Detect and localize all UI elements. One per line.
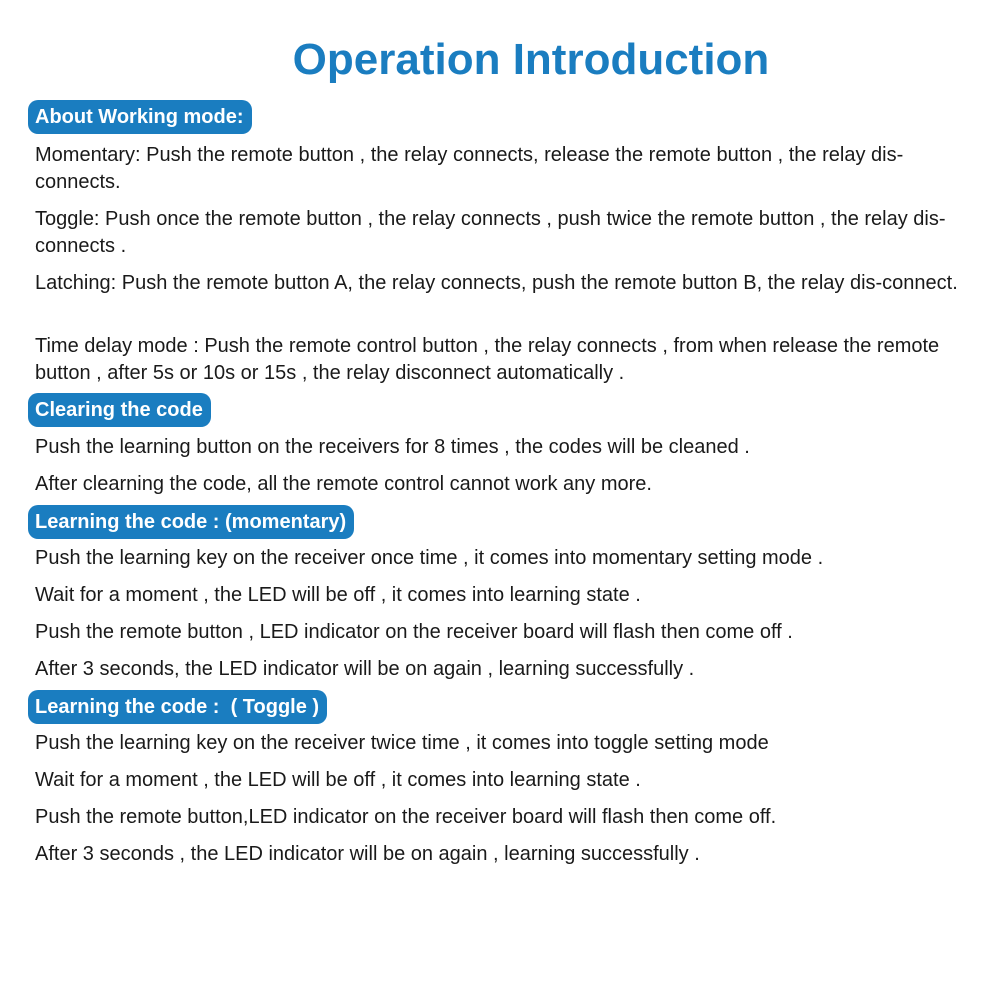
working-mode-time-delay: Time delay mode : Push the remote control button , the relay connects , from when release the remote button , after 5s or 10s or 15s , the relay disconnect automatically . xyxy=(35,335,940,384)
clearing-step-1: Push the learning button on the receivers for 8 times , the codes will be cleaned . xyxy=(35,436,750,458)
page-title: Operation Introduction xyxy=(292,35,770,84)
working-mode-toggle: Toggle: Push once the remote button , the relay connects , push twice the remote button , the relay dis-connects . xyxy=(35,208,946,257)
section-header-learning-toggle: Learning the code : ( Toggle ) xyxy=(28,690,327,724)
section-header-learning-momentary: Learning the code : (momentary) xyxy=(28,505,354,539)
learning-toggle-step-3: Push the remote button,LED indicator on the receiver board will flash then come off. xyxy=(35,806,777,828)
learning-momentary-step-4: After 3 seconds, the LED indicator will be on again , learning successfully . xyxy=(35,658,695,680)
section-header-working-mode: About Working mode: xyxy=(28,100,252,134)
learning-momentary-step-1: Push the learning key on the receiver once time , it comes into momentary setting mode . xyxy=(35,547,824,569)
learning-toggle-step-2: Wait for a moment , the LED will be off , it comes into learning state . xyxy=(35,769,641,791)
learning-toggle-step-1: Push the learning key on the receiver twice time , it comes into toggle setting mode xyxy=(35,732,769,754)
section-header-clearing: Clearing the code xyxy=(28,393,211,427)
working-mode-latching: Latching: Push the remote button A, the relay connects, push the remote button B, the relay dis-connect. xyxy=(35,272,958,294)
working-mode-momentary: Momentary: Push the remote button , the relay connects, release the remote button , the relay dis-connects. xyxy=(35,144,904,193)
learning-momentary-step-3: Push the remote button , LED indicator on the receiver board will flash then come off . xyxy=(35,621,793,643)
learning-toggle-step-4: After 3 seconds , the LED indicator will be on again , learning successfully . xyxy=(35,843,700,865)
learning-momentary-step-2: Wait for a moment , the LED will be off , it comes into learning state . xyxy=(35,584,641,606)
clearing-step-2: After clearning the code, all the remote control cannot work any more. xyxy=(35,473,652,495)
